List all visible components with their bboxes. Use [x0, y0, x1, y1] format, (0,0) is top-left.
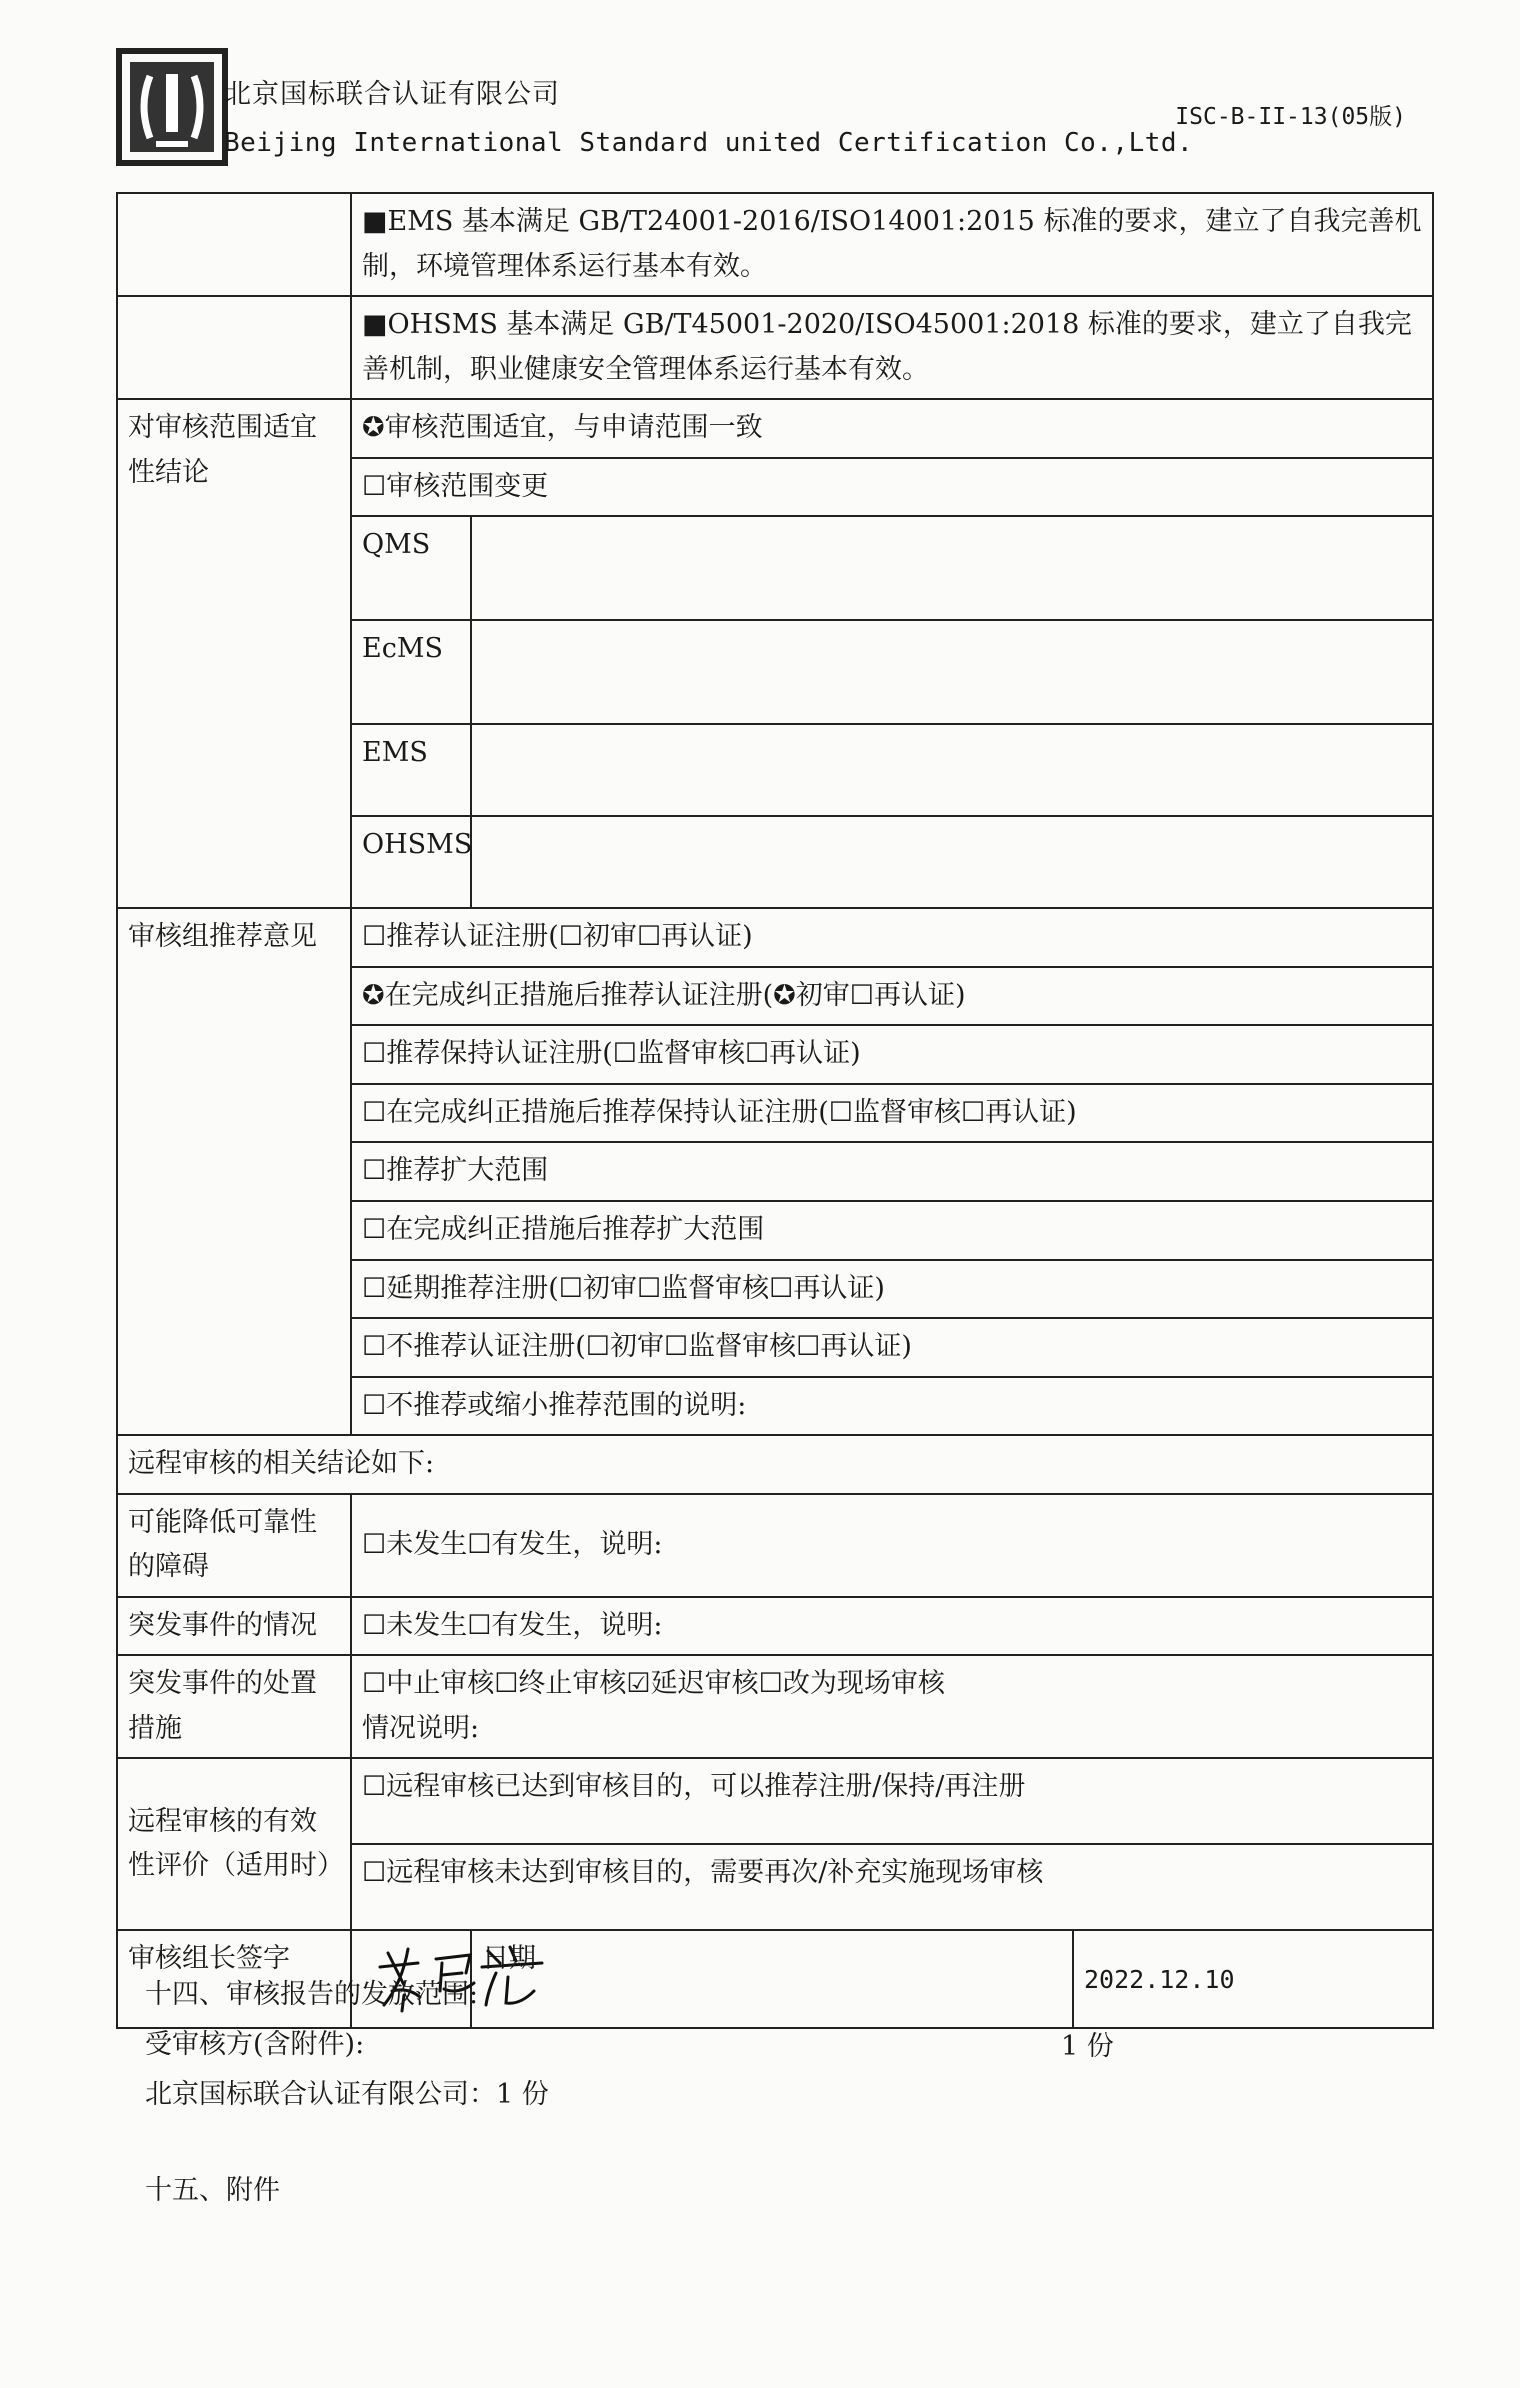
system-label-qms: QMS — [351, 516, 471, 620]
emergency-value[interactable]: ☐未发生☐有发生，说明: — [351, 1597, 1433, 1656]
remote-heading: 远程审核的相关结论如下: — [117, 1435, 1433, 1494]
ems-row — [117, 193, 1433, 296]
handling-options[interactable]: ☐中止审核☐终止审核☑延迟审核☐改为现场审核 — [362, 1668, 945, 1700]
recommend-option[interactable]: ☐延期推荐注册(☐初审☐监督审核☐再认证) — [351, 1260, 1433, 1319]
system-field-ohsms[interactable] — [471, 816, 1433, 908]
eval-label: 远程审核的有效性评价（适用时） — [117, 1758, 351, 1930]
handling-cell — [351, 1655, 1433, 1758]
company-copies: 北京国标联合认证有限公司：1 份 — [145, 2078, 549, 2110]
obstacle-label: 可能降低可靠性的障碍 — [117, 1494, 351, 1597]
date-label: 日期 — [471, 1930, 1073, 2028]
date-value: 2022.12.10 — [1073, 1930, 1433, 2028]
recommend-option[interactable]: ☐在完成纠正措施后推荐保持认证注册(☐监督审核☐再认证) — [351, 1084, 1433, 1143]
handling-label: 突发事件的处置措施 — [117, 1655, 351, 1758]
system-field-ems[interactable] — [471, 724, 1433, 816]
section-15-heading: 十五、附件 — [145, 2174, 280, 2206]
form-code: ISC-B-II-13(05版) — [1175, 104, 1406, 130]
scope-label: 对审核范围适宜性结论 — [117, 399, 351, 908]
leader-sign-label: 审核组长签字 — [117, 1930, 351, 2028]
system-label-ecms: EcMS — [351, 620, 471, 724]
company-logo-icon — [116, 48, 228, 166]
recommend-option[interactable]: ☐推荐保持认证注册(☐监督审核☐再认证) — [351, 1025, 1433, 1084]
ohsms-row — [117, 296, 1433, 399]
auditee-copies-label: 受审核方(含附件): — [145, 2028, 365, 2060]
company-name-cn: 北京国标联合认证有限公司 — [224, 79, 560, 110]
recommend-option[interactable]: ☐在完成纠正措施后推荐扩大范围 — [351, 1201, 1433, 1260]
scope-suitable-option[interactable]: ✪审核范围适宜，与申请范围一致 — [351, 399, 1433, 458]
empty-label-cell — [117, 193, 351, 296]
recommend-option[interactable]: ☐推荐扩大范围 — [351, 1142, 1433, 1201]
ohsms-conclusion: ■OHSMS 基本满足 GB/T45001-2020/ISO45001:2018 标准的要求，建立了自我完善机制，职业健康安全管理体系运行基本有效。 — [351, 296, 1433, 399]
scope-row — [117, 399, 1433, 458]
recommend-label: 审核组推荐意见 — [117, 908, 351, 1435]
auditee-copies-count: 1 份 — [1061, 2031, 1114, 2062]
obstacle-value[interactable]: ☐未发生☐有发生，说明: — [351, 1494, 1433, 1597]
audit-conclusion-table — [116, 192, 1434, 2029]
eval-not-achieved[interactable]: ☐远程审核未达到审核目的，需要再次/补充实施现场审核 — [351, 1844, 1433, 1930]
eval-achieved[interactable]: ☐远程审核已达到审核目的，可以推荐注册/保持/再注册 — [351, 1758, 1433, 1844]
empty-label-cell — [117, 296, 351, 399]
recommend-option[interactable]: ☐推荐认证注册(☐初审☐再认证) — [351, 908, 1433, 967]
report-footer — [145, 1970, 1114, 2216]
recommend-option[interactable]: ✪在完成纠正措施后推荐认证注册(✪初审☐再认证) — [351, 967, 1433, 1026]
system-label-ems: EMS — [351, 724, 471, 816]
handling-note: 情况说明: — [362, 1712, 480, 1744]
section-14-heading: 十四、审核报告的发放范围: — [145, 1979, 479, 2010]
recommend-option[interactable]: ☐不推荐认证注册(☐初审☐监督审核☐再认证) — [351, 1318, 1433, 1377]
ems-conclusion: ■EMS 基本满足 GB/T24001-2016/ISO14001:2015 标准的要求，建立了自我完善机制，环境管理体系运行基本有效。 — [351, 193, 1433, 296]
system-field-qms[interactable] — [471, 516, 1433, 620]
emergency-label: 突发事件的情况 — [117, 1597, 351, 1656]
system-label-ohsms: OHSMS — [351, 816, 471, 908]
document-header — [112, 44, 1412, 174]
company-name-en: Beijing International Standard united Certification Co.,Ltd. — [224, 128, 1194, 158]
system-field-ecms[interactable] — [471, 620, 1433, 724]
scope-change-option[interactable]: ☐审核范围变更 — [351, 458, 1433, 517]
recommend-option[interactable]: ☐不推荐或缩小推荐范围的说明: — [351, 1377, 1433, 1436]
